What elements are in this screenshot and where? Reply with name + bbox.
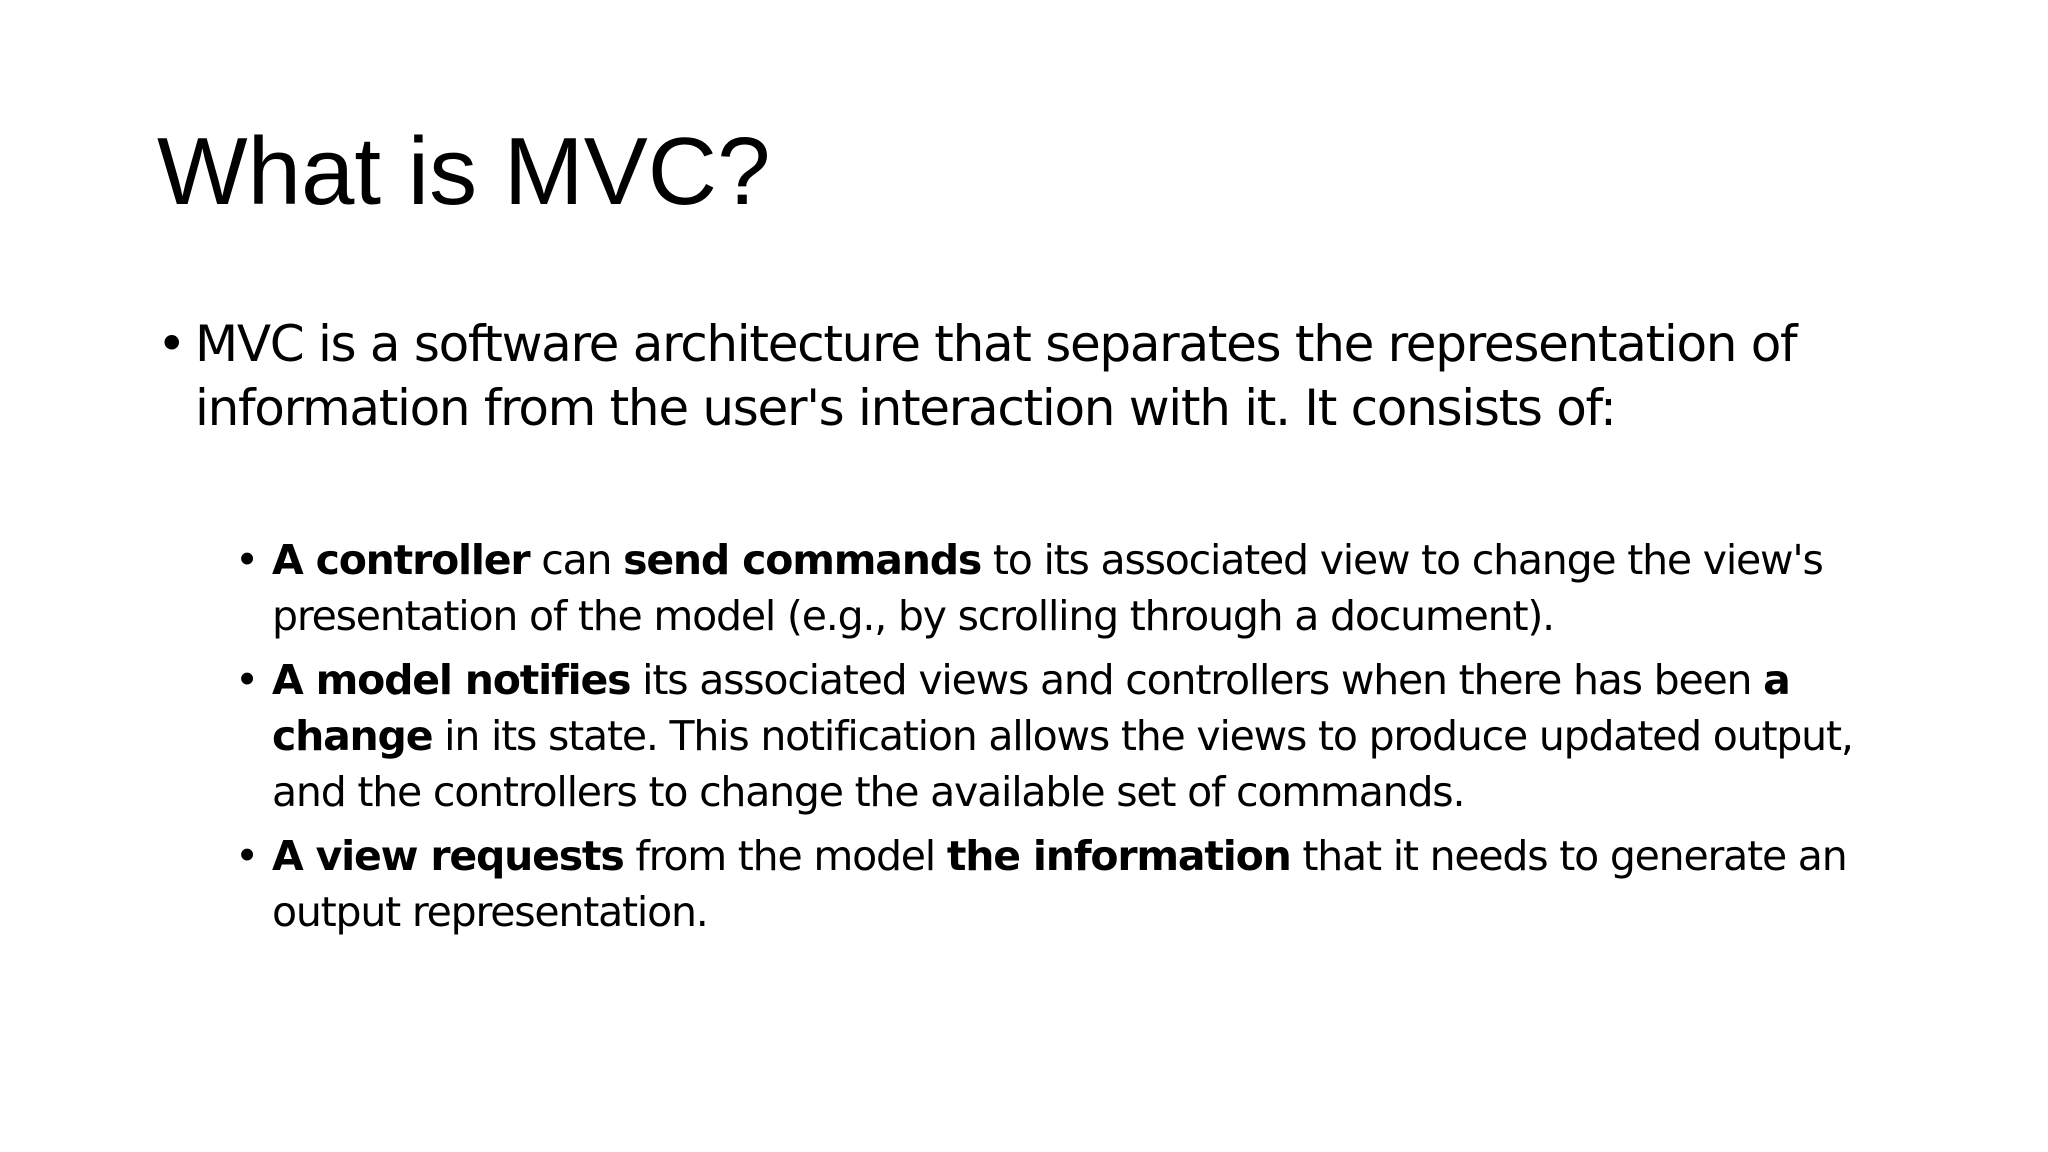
bullet-dot-icon: •: [235, 536, 258, 584]
sub-bullet-text: can: [529, 536, 624, 584]
sub-bullet-text-bold: A controller: [272, 536, 530, 584]
slide-title: What is MVC?: [157, 118, 771, 225]
slide-content: [157, 312, 1917, 948]
bullet-dot-icon: •: [157, 315, 186, 373]
sub-bullet-controller: [235, 532, 1892, 644]
sub-bullet-text-bold: send commands: [623, 536, 982, 584]
sub-bullet-text-bold: A model notifies: [272, 656, 631, 704]
sub-bullet-text: to its associated view to change the view's presentation of the model (e.g., by scrolling through a document).: [272, 536, 1823, 640]
sub-bullet-text-bold: a change: [272, 656, 1790, 760]
bullet-dot-icon: •: [235, 656, 258, 704]
sub-bullet-text-bold: A view requests: [272, 832, 624, 880]
bullet-dot-icon: •: [235, 832, 258, 880]
sub-bullet-model: [235, 652, 1892, 820]
sub-bullet-text-bold: the information: [946, 832, 1291, 880]
sub-bullet-text: its associated views and controllers when there has been: [630, 656, 1764, 704]
sub-bullet-text: from the model: [623, 832, 947, 880]
main-bullet-text: MVC is a software architecture that separates the representation of information from the user's interaction with it. It consists of:: [195, 315, 1797, 437]
sub-bullet-text: in its state. This notification allows the views to produce updated output, and the controllers to change the available set of commands.: [272, 712, 1853, 816]
sub-bullet-view: [235, 828, 1892, 940]
sub-bullet-list: [235, 532, 1917, 940]
sub-bullet-text: that it needs to generate an output representation.: [272, 832, 1847, 936]
main-bullet: [157, 312, 1915, 440]
